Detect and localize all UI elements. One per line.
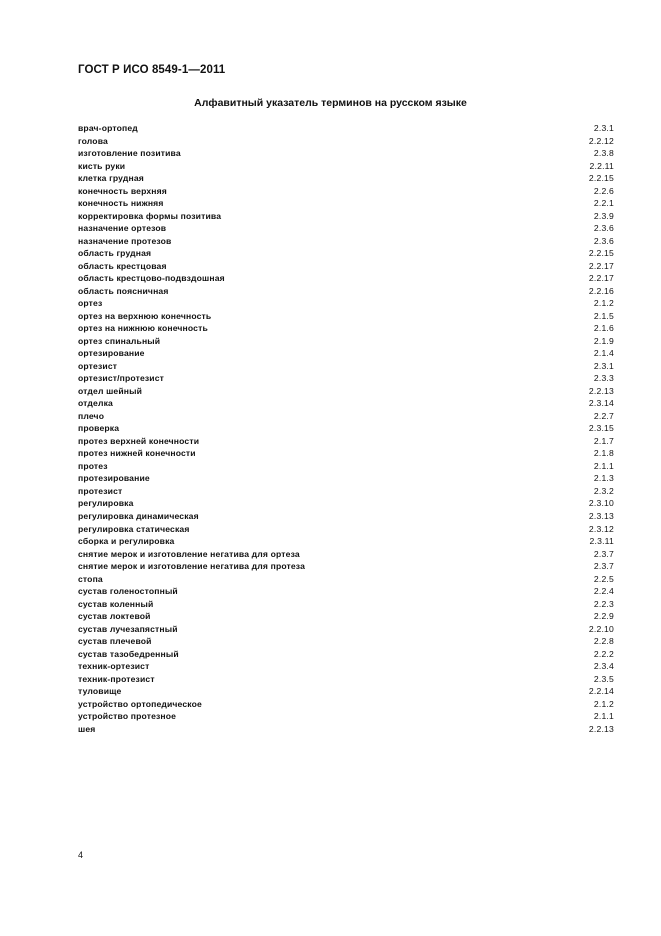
index-reference: 2.2.13	[588, 723, 614, 734]
index-reference: 2.2.16	[588, 285, 614, 296]
index-term: корректировка формы позитива	[78, 210, 222, 221]
index-term: сустав плечевой	[78, 636, 152, 647]
index-entry	[78, 222, 614, 235]
index-term: ортезист	[78, 360, 118, 371]
index-entry	[78, 673, 614, 686]
index-entry	[78, 285, 614, 298]
index-term: шея	[78, 723, 96, 734]
index-reference: 2.2.3	[593, 598, 614, 609]
index-term: конечность нижняя	[78, 198, 164, 209]
index-entry	[78, 710, 614, 723]
index-entry	[78, 310, 614, 323]
index-reference: 2.3.6	[593, 235, 614, 246]
index-term: ортезирование	[78, 348, 145, 359]
index-term: регулировка	[78, 498, 134, 509]
index-entry	[78, 685, 614, 698]
index-term: ортез спинальный	[78, 335, 161, 346]
index-term: врач-ортопед	[78, 123, 138, 133]
index-entry	[78, 197, 614, 210]
index-entry	[78, 573, 614, 586]
index-entry	[78, 135, 614, 148]
index-entry	[78, 322, 614, 335]
index-entry	[78, 435, 614, 448]
index-term: протез верхней конечности	[78, 435, 200, 446]
index-term: сустав голеностопный	[78, 586, 178, 597]
index-reference: 2.3.3	[593, 373, 614, 384]
index-title: Алфавитный указатель терминов на русском языке	[194, 97, 467, 109]
index-term: ортезист/протезист	[78, 373, 165, 384]
index-term: сустав лучезапястный	[78, 623, 178, 634]
index-entry	[78, 535, 614, 548]
index-reference: 2.3.2	[593, 485, 614, 496]
index-entry	[78, 610, 614, 623]
index-reference: 2.3.9	[593, 210, 614, 221]
index-entry	[78, 297, 614, 310]
index-reference: 2.1.4	[593, 348, 614, 359]
index-reference: 2.2.7	[593, 410, 614, 421]
index-entry	[78, 447, 614, 460]
index-term: ортез	[78, 298, 103, 309]
index-entry	[78, 723, 614, 736]
index-term: голова	[78, 135, 108, 146]
index-term: снятие мерок и изготовление негатива для протеза	[78, 561, 306, 572]
index-entry	[78, 560, 614, 573]
index-entry	[78, 147, 614, 160]
index-term: кисть руки	[78, 160, 126, 171]
index-entry	[78, 160, 614, 173]
index-entry	[78, 510, 614, 523]
index-reference: 2.2.9	[593, 611, 614, 622]
index-entry	[78, 172, 614, 185]
index-reference: 2.1.2	[593, 298, 614, 309]
index-term: регулировка статическая	[78, 523, 190, 534]
index-term: сустав коленный	[78, 598, 154, 609]
index-entry	[78, 497, 614, 510]
index-term: конечность верхняя	[78, 185, 167, 196]
index-entry	[78, 397, 614, 410]
index-entry	[78, 472, 614, 485]
index-term: сустав тазобедренный	[78, 648, 179, 659]
index-term: отдел шейный	[78, 385, 143, 396]
index-term: туловище	[78, 686, 122, 697]
index-entry	[78, 185, 614, 198]
index-entry	[78, 698, 614, 711]
index-reference: 2.2.14	[588, 686, 614, 697]
index-entry	[78, 623, 614, 636]
index-term: техник-ортезист	[78, 661, 150, 672]
index-reference: 2.3.8	[593, 148, 614, 159]
index-term: область крестцовая	[78, 260, 167, 271]
index-reference: 2.3.12	[588, 523, 614, 534]
index-reference: 2.3.7	[593, 548, 614, 559]
index-reference: 2.2.5	[593, 573, 614, 584]
index-entry	[78, 585, 614, 598]
index-entry	[78, 335, 614, 348]
index-term: область крестцово-подвздошная	[78, 273, 225, 284]
index-entry	[78, 372, 614, 385]
index-entry	[78, 460, 614, 473]
index-term: область грудная	[78, 248, 152, 259]
index-entry	[78, 485, 614, 498]
index-reference: 2.2.4	[593, 586, 614, 597]
index-reference: 2.1.1	[593, 460, 614, 471]
index-reference: 2.3.14	[588, 398, 614, 409]
index-reference: 2.2.2	[593, 648, 614, 659]
index-entry	[78, 247, 614, 260]
index-reference: 2.2.17	[588, 273, 614, 284]
index-entry	[78, 523, 614, 536]
index-term: ортез на нижнюю конечность	[78, 323, 208, 334]
index-reference: 2.1.2	[593, 698, 614, 709]
index-reference: 2.2.11	[589, 160, 614, 171]
index-term: протез нижней конечности	[78, 448, 196, 459]
index-reference: 2.3.10	[588, 498, 614, 509]
index-reference: 2.2.15	[588, 248, 614, 259]
index-entry	[78, 385, 614, 398]
index-term: устройство ортопедическое	[78, 698, 202, 709]
index-entry	[78, 598, 614, 611]
index-entry	[78, 347, 614, 360]
index-term: плечо	[78, 410, 105, 421]
index-entry	[78, 635, 614, 648]
index-reference: 2.2.12	[588, 135, 614, 146]
index-term: снятие мерок и изготовление негатива для ортеза	[78, 548, 300, 559]
index-entry	[78, 410, 614, 423]
index-term: сборка и регулировка	[78, 536, 175, 547]
index-term: протезист	[78, 485, 123, 496]
index-term: техник-протезист	[78, 673, 155, 684]
index-term: сустав локтевой	[78, 611, 151, 622]
index-reference: 2.2.1	[593, 198, 614, 209]
index-term: устройство протезное	[78, 711, 177, 722]
document-code: ГОСТ Р ИСО 8549-1—2011	[78, 64, 226, 76]
index-reference: 2.3.5	[593, 673, 614, 684]
index-term: изготовление позитива	[78, 148, 181, 159]
index-reference: 2.2.15	[588, 173, 614, 184]
index-term: протезирование	[78, 473, 150, 484]
index-entry	[78, 210, 614, 223]
index-entry	[78, 272, 614, 285]
index-reference: 2.3.11	[589, 536, 614, 547]
index-reference: 2.2.13	[588, 385, 614, 396]
index-reference: 2.3.1	[593, 123, 614, 133]
index-reference: 2.3.6	[593, 223, 614, 234]
index-reference: 2.3.1	[593, 360, 614, 371]
index-term: область поясничная	[78, 285, 169, 296]
index-reference: 2.1.8	[593, 448, 614, 459]
index-entry	[78, 660, 614, 673]
index-term: регулировка динамическая	[78, 510, 199, 521]
page-number: 4	[78, 850, 84, 860]
index-entry	[78, 648, 614, 661]
index-entry	[78, 422, 614, 435]
index-reference: 2.1.9	[593, 335, 614, 346]
index-term: проверка	[78, 423, 120, 434]
index-reference: 2.1.1	[593, 711, 614, 722]
index-term: протез	[78, 460, 108, 471]
index-term: назначение ортезов	[78, 223, 167, 234]
index-term: отделка	[78, 398, 113, 409]
index-reference: 2.2.8	[593, 636, 614, 647]
index-reference: 2.1.5	[593, 310, 614, 321]
index-reference: 2.1.6	[593, 323, 614, 334]
index-reference: 2.1.7	[593, 435, 614, 446]
index-reference: 2.1.3	[593, 473, 614, 484]
index-reference: 2.3.13	[588, 510, 614, 521]
index-reference: 2.3.15	[588, 423, 614, 434]
term-index-list	[78, 122, 614, 735]
index-entry	[78, 260, 614, 273]
index-entry	[78, 548, 614, 561]
index-term: назначение протезов	[78, 235, 172, 246]
index-reference: 2.2.17	[588, 260, 614, 271]
index-reference: 2.3.4	[593, 661, 614, 672]
index-reference: 2.2.10	[588, 623, 614, 634]
index-term: ортез на верхнюю конечность	[78, 310, 212, 321]
index-entry	[78, 235, 614, 248]
index-term: клетка грудная	[78, 173, 144, 184]
index-reference: 2.3.7	[593, 561, 614, 572]
index-entry	[78, 122, 614, 135]
index-term: стопа	[78, 573, 103, 584]
index-reference: 2.2.6	[593, 185, 614, 196]
index-entry	[78, 360, 614, 373]
